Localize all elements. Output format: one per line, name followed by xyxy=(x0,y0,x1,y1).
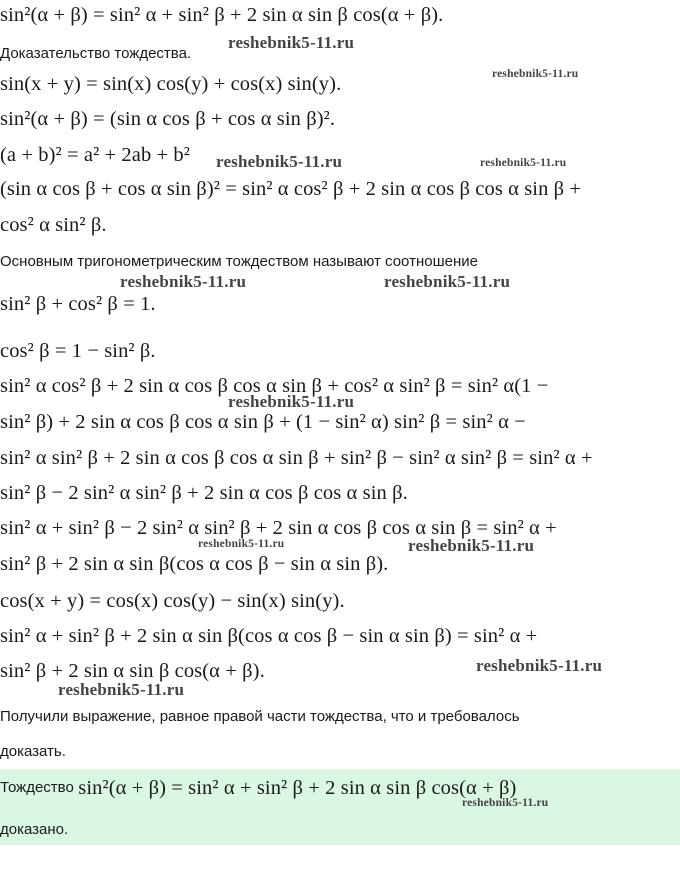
watermark: reshebnik5-11.ru xyxy=(228,392,355,411)
watermark: reshebnik5-11.ru xyxy=(462,797,549,809)
formula-cos-square: cos² β = 1 − sin² β. xyxy=(0,340,156,362)
watermark: reshebnik5-11.ru xyxy=(198,538,285,550)
conclusion-banner xyxy=(0,769,680,845)
watermark: reshebnik5-11.ru xyxy=(228,33,355,52)
formula-sum-sine: sin(x + y) = sin(x) cos(y) + cos(x) sin(y). xyxy=(0,73,342,95)
formula-step-1: sin² α cos² β + 2 sin α cos β cos α sin β + cos² α sin² β = sin² α(1 − xyxy=(0,375,549,397)
formula-binomial: (a + b)² = a² + 2ab + b² xyxy=(0,144,191,166)
watermark: reshebnik5-11.ru xyxy=(384,272,511,291)
formula-step-5: sin² α + sin² β − 2 sin² α sin² β + 2 sin α cos β cos α sin β = sin² α + xyxy=(0,517,557,539)
watermark: reshebnik5-11.ru xyxy=(492,68,579,80)
watermark: reshebnik5-11.ru xyxy=(408,536,535,555)
formula-step-7: sin² α + sin² β + 2 sin α sin β(cos α cos β − sin α sin β) = sin² α + xyxy=(0,625,538,647)
formula-sum-cosine: cos(x + y) = cos(x) cos(y) − sin(x) sin(y). xyxy=(0,590,345,612)
section-heading: Доказательство тождества. xyxy=(0,45,192,62)
conclusion-label: Тождество xyxy=(0,779,74,796)
formula-identity: sin²(α + β) = sin² α + sin² β + 2 sin α sin β cos(α + β). xyxy=(0,4,444,26)
watermark: reshebnik5-11.ru xyxy=(476,656,603,675)
paragraph-result-1: Получили выражение, равное правой части тождества, что и требовалось xyxy=(0,708,520,725)
conclusion-line xyxy=(0,777,516,800)
formula-pythagorean: sin² β + cos² β = 1. xyxy=(0,293,156,315)
watermark: reshebnik5-11.ru xyxy=(120,272,247,291)
watermark: reshebnik5-11.ru xyxy=(480,157,567,169)
formula-step-3: sin² α sin² β + 2 sin α cos β cos α sin β + sin² β − sin² α sin² β = sin² α + xyxy=(0,447,593,469)
paragraph-result-2: доказать. xyxy=(0,743,66,760)
formula-step-2: sin² β) + 2 sin α cos β cos α sin β + (1 − sin² α) sin² β = sin² α − xyxy=(0,411,526,433)
formula-expansion-2: cos² α sin² β. xyxy=(0,214,107,236)
watermark: reshebnik5-11.ru xyxy=(58,680,185,699)
formula-step-6: sin² β + 2 sin α sin β(cos α cos β − sin α sin β). xyxy=(0,553,389,575)
formula-square: sin²(α + β) = (sin α cos β + cos α sin β)². xyxy=(0,108,336,130)
paragraph-identity: Основным тригонометрическим тождеством называют соотношение xyxy=(0,253,478,270)
formula-step-8: sin² β + 2 sin α sin β cos(α + β). xyxy=(0,660,265,682)
watermark: reshebnik5-11.ru xyxy=(216,152,343,171)
conclusion-end: доказано. xyxy=(0,821,69,838)
formula-expansion-1: (sin α cos β + cos α sin β)² = sin² α cos² β + 2 sin α cos β cos α sin β + xyxy=(0,178,582,200)
formula-step-4: sin² β − 2 sin² α sin² β + 2 sin α cos β cos α sin β. xyxy=(0,482,408,504)
conclusion-formula: sin²(α + β) = sin² α + sin² β + 2 sin α sin β cos(α + β) xyxy=(78,777,517,799)
